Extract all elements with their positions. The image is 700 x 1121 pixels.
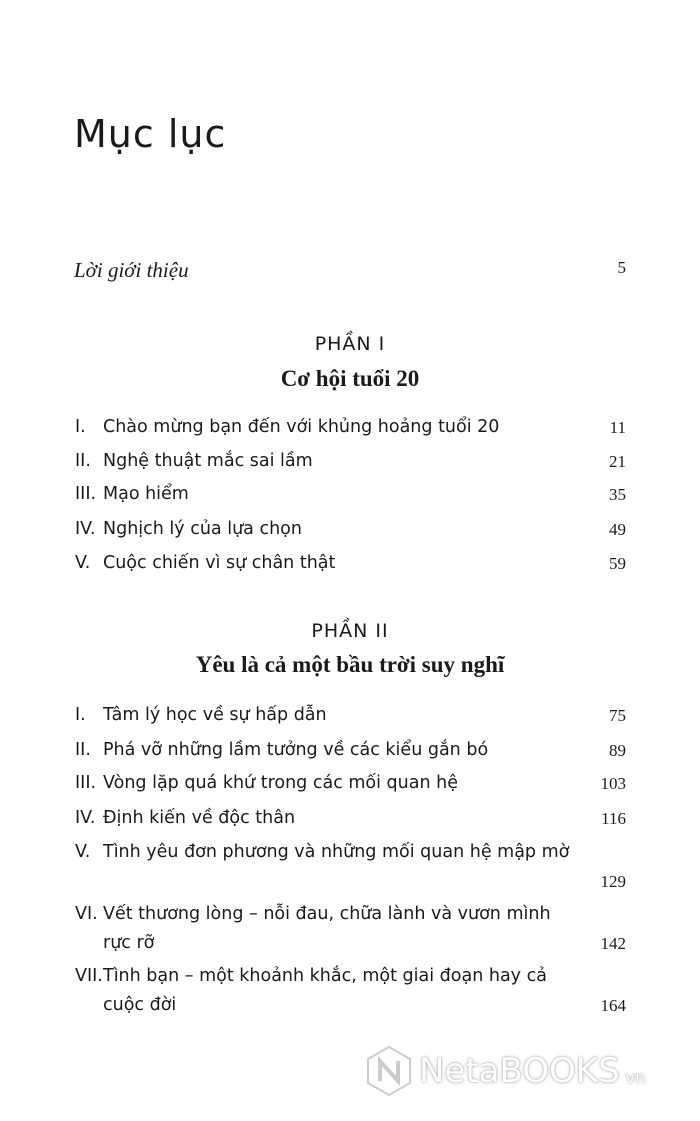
entry-title: Nghịch lý của lựa chọn <box>103 519 302 539</box>
entry-page: 103 <box>600 774 626 793</box>
entry-page: 142 <box>600 934 626 953</box>
part-1-title: Cơ hội tuổi 20 <box>280 366 420 391</box>
entry-number: VII. <box>75 966 103 986</box>
entry-title: Tình yêu đơn phương và những mối quan hệ mập mờ <box>103 842 570 862</box>
entry-page: 129 <box>600 872 626 891</box>
entry-title: Vòng lặp quá khứ trong các mối quan hệ <box>103 773 458 793</box>
part-2-title: Yêu là cả một bầu trời suy nghĩ <box>195 652 505 677</box>
part-1-label: PHẦN I <box>314 333 386 355</box>
entry-title: Định kiến về độc thân <box>103 808 296 828</box>
entry-page: 21 <box>609 452 626 471</box>
entry-number: III. <box>75 773 97 793</box>
part-2-label: PHẦN II <box>311 620 389 642</box>
entry-page: 89 <box>609 741 626 760</box>
entry-number: V. <box>75 553 91 573</box>
entry-title: Vết thương lòng – nỗi đau, chữa lành và vươn mình rực rỡ <box>103 904 551 953</box>
intro-label: Lời giới thiệu <box>74 258 189 282</box>
page-title: Mục lục <box>74 112 227 156</box>
entry-number: II. <box>75 740 91 760</box>
entry-page: 59 <box>609 554 626 573</box>
entry-number: IV. <box>75 519 96 539</box>
entry-number: III. <box>75 484 97 504</box>
entry-title: Nghệ thuật mắc sai lầm <box>103 451 313 471</box>
entry-number: IV. <box>75 808 96 828</box>
entry-number: I. <box>75 705 86 725</box>
netabooks-watermark <box>365 1045 645 1097</box>
entry-title: Phá vỡ những lầm tưởng về các kiểu gắn bó <box>103 740 489 760</box>
entry-title: Mạo hiểm <box>103 484 189 504</box>
netabooks-logo-icon <box>365 1045 413 1097</box>
entry-title: Chào mừng bạn đến với khủng hoảng tuổi 20 <box>103 417 500 437</box>
intro-page: 5 <box>617 258 626 277</box>
entry-page: 35 <box>609 485 626 504</box>
entry-number: II. <box>75 451 91 471</box>
toc-intro <box>74 258 626 283</box>
entry-title: Tâm lý học về sự hấp dẫn <box>103 705 327 725</box>
entry-number: I. <box>75 417 86 437</box>
entry-page: 11 <box>609 418 626 437</box>
entry-page: 49 <box>609 520 626 539</box>
entry-number: V. <box>75 842 91 862</box>
entry-number: VI. <box>75 904 98 924</box>
watermark-brand: NetaBOOKS <box>419 1051 620 1091</box>
entry-page: 116 <box>601 809 626 828</box>
entry-title: Cuộc chiến vì sự chân thật <box>103 553 336 573</box>
watermark-suffix: vn <box>625 1067 646 1087</box>
entry-page: 75 <box>609 706 626 725</box>
entry-page: 164 <box>600 996 626 1015</box>
entry-title: Tình bạn – một khoảnh khắc, một giai đoạn hay cả cuộc đời <box>103 966 547 1015</box>
